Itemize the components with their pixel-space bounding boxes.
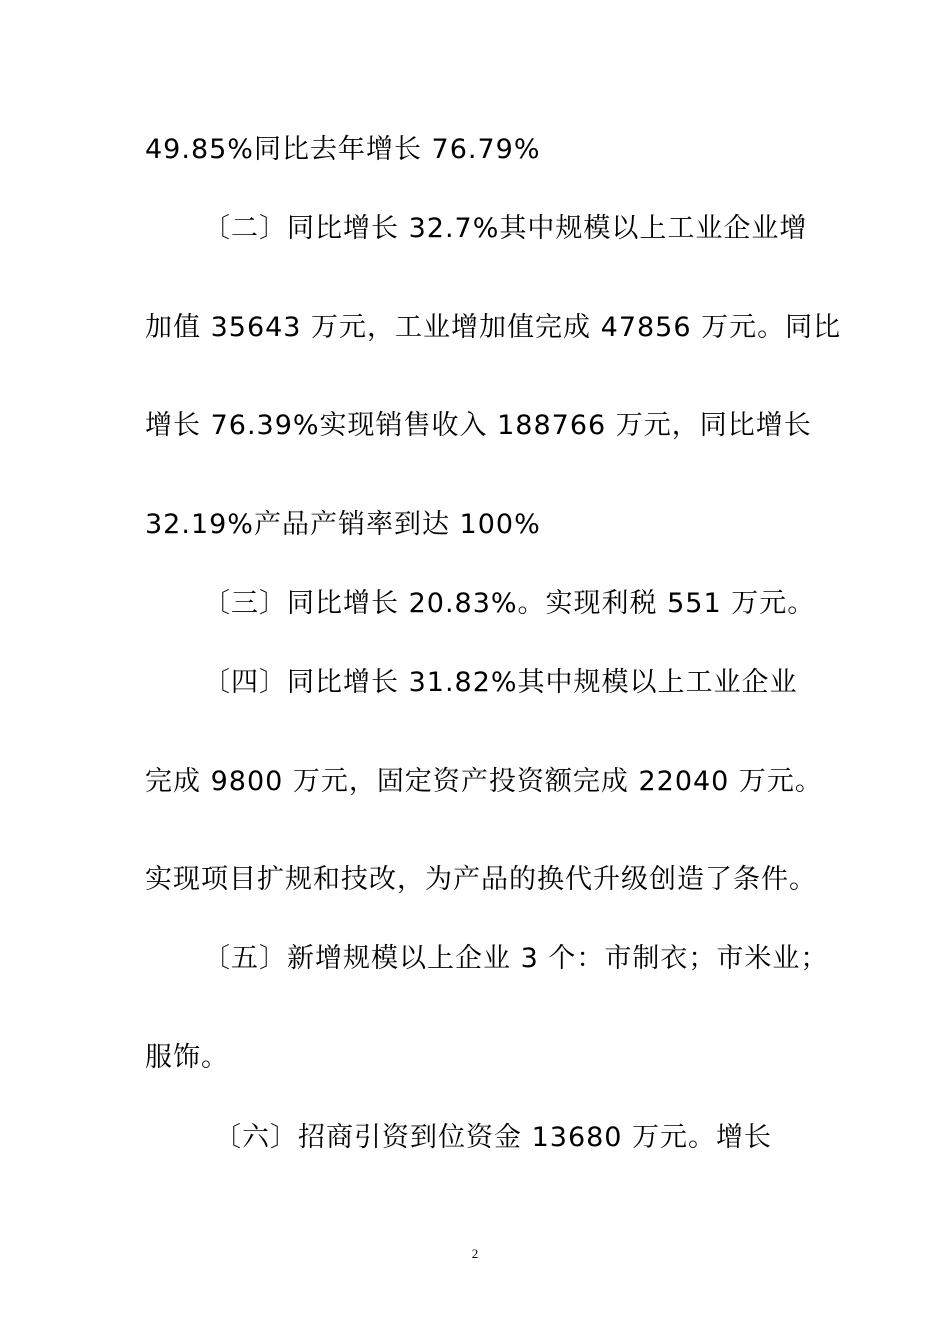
paragraph-line-8: 完成 9800 万元，固定资产投资额完成 22040 万元。 [145,766,823,797]
paragraph-line-7: 〔四〕同比增长 31.82%其中规模以上工业企业 [203,667,798,698]
paragraph-line-2: 〔二〕同比增长 32.7%其中规模以上工业企业增 [203,213,808,244]
paragraph-line-9: 实现项目扩规和技改，为产品的换代升级创造了条件。 [145,864,817,895]
paragraph-line-10: 〔五〕新增规模以上企业 3 个：市制衣；市米业； [203,943,829,974]
paragraph-line-3: 加值 35643 万元，工业增加值完成 47856 万元。同比 [145,312,842,343]
paragraph-line-6: 〔三〕同比增长 20.83%。实现利税 551 万元。 [203,588,816,619]
paragraph-line-11: 服饰。 [145,1042,229,1073]
paragraph-line-12: 〔六〕招商引资到位资金 13680 万元。增长 [214,1122,773,1153]
paragraph-line-1: 49.85%同比去年增长 76.79% [145,134,541,165]
paragraph-line-4: 增长 76.39%实现销售收入 188766 万元，同比增长 [145,410,812,441]
paragraph-line-5: 32.19%产品产销率到达 100% [145,509,541,540]
page-number: 2 [471,1246,479,1261]
